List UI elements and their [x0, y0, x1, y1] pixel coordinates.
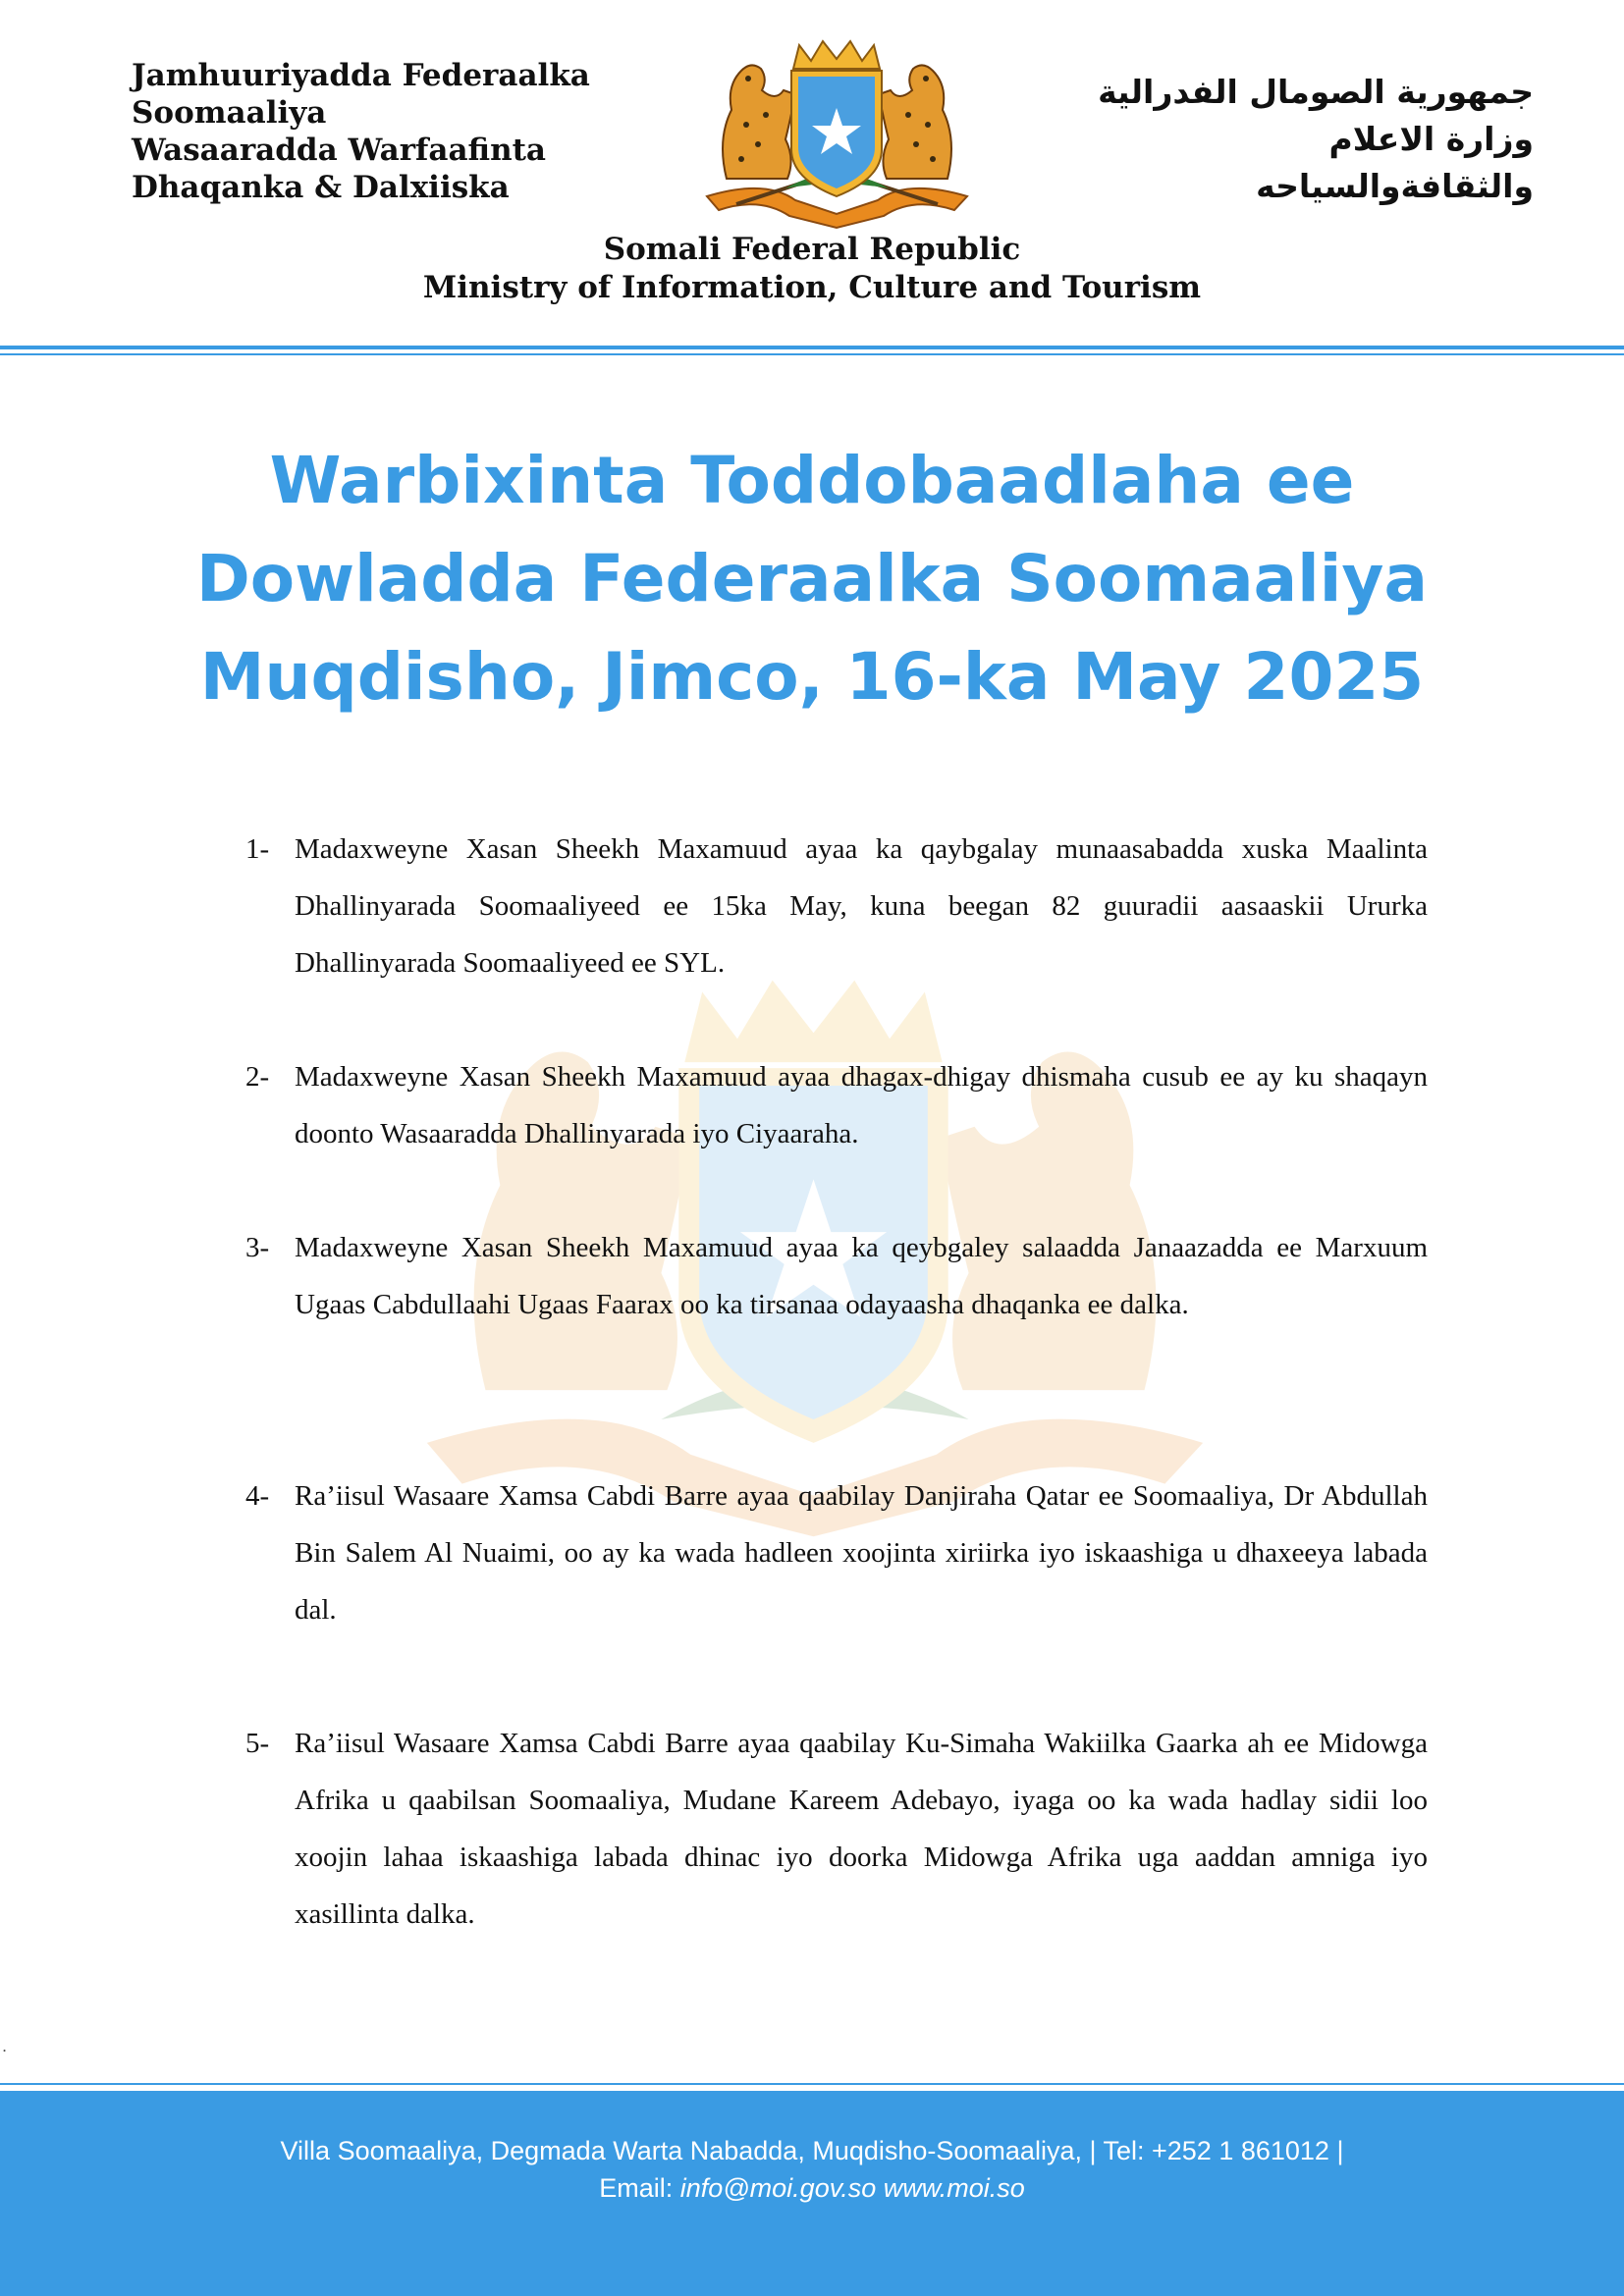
item-number: 3- — [245, 1232, 270, 1263]
title-line-1: Warbixinta Toddobaadlaha ee — [269, 443, 1355, 518]
header-arabic-line: وزارة الاعلام — [1328, 120, 1534, 158]
footer-email-link[interactable]: info@moi.gov.so — [679, 2173, 877, 2203]
title-line-3: Muqdisho, Jimco, 16-ka May 2025 — [199, 639, 1425, 715]
list-item — [245, 1219, 1428, 1333]
header-somali-block — [132, 57, 590, 206]
stray-mark: . — [2, 2037, 8, 2056]
footer-email-label: Email: — [599, 2173, 680, 2203]
header-arabic-line: جمهورية الصومال الفدرالية — [1098, 73, 1534, 111]
item-number: 2- — [245, 1061, 270, 1093]
header-somali-line: Wasaaradda Warfaafinta — [132, 133, 547, 168]
header-somali-line: Soomaaliya — [132, 95, 327, 131]
item-number: 4- — [245, 1480, 270, 1512]
list-item — [245, 1468, 1428, 1638]
header-ministry-name: Ministry of Information, Culture and Tourism — [422, 270, 1202, 305]
item-text: Ra’iisul Wasaare Xamsa Cabdi Barre ayaa qaabilay Danjiraha Qatar ee Soomaaliya, Dr Abdullah Bin Salem Al Nuaimi, oo ay ka wada hadleen xoojinta xiriirka iyo iskaashiga u dhaxeeya labada dal. — [295, 1480, 1428, 1626]
footer-website-link[interactable]: www.moi.so — [883, 2173, 1025, 2203]
header-arabic-block — [1023, 69, 1534, 210]
item-text: Ra’iisul Wasaare Xamsa Cabdi Barre ayaa qaabilay Ku-Simaha Wakiilka Gaarka ah ee Midowga Afrika u qaabilsan Soomaaliya, Mudane Kareem Adebayo, iyaga oo ka wada hadlay sidii loo xoojin lahaa iskaashiga labada dhinac iyo doorka Midowga Afrika uga aaddan amniga iyo xasillinta dalka. — [295, 1728, 1428, 1930]
list-item — [245, 1715, 1428, 1943]
item-number: 1- — [245, 833, 270, 865]
header-republic-name: Somali Federal Republic — [603, 232, 1021, 267]
item-text: Madaxweyne Xasan Sheekh Maxamuud ayaa ka qeybgaley salaadda Janaazadda ee Marxuum Ugaas Cabdullaahi Ugaas Faarax oo ka tirsanaa odayaasha dhaqanka ee dalka. — [295, 1232, 1428, 1320]
item-text: Madaxweyne Xasan Sheekh Maxamuud ayaa dhagax-dhigay dhismaha cusub ee ay ku shaqayn doonto Wasaaradda Dhallinyarada iyo Ciyaaraha. — [295, 1061, 1428, 1149]
header-somali-line: Dhaqanka & Dalxiiska — [132, 170, 510, 205]
footer-address: Villa Soomaaliya, Degmada Warta Nabadda, Muqdisho-Soomaaliya, | Tel: +252 1 861012 | — [280, 2136, 1344, 2165]
footer-divider — [0, 2083, 1624, 2085]
footer-contact — [0, 2169, 1624, 2207]
somalia-coat-of-arms-icon — [697, 31, 977, 230]
footer — [0, 2091, 1624, 2296]
report-title — [0, 432, 1624, 726]
header-divider — [0, 346, 1624, 349]
list-item — [245, 1048, 1428, 1162]
header-arabic-line: والثقافةوالسياحه — [1256, 167, 1534, 205]
header-english-block — [0, 231, 1624, 307]
header-divider-thin — [0, 353, 1624, 355]
header-somali-line: Jamhuuriyadda Federaalka — [132, 58, 590, 93]
item-number: 5- — [245, 1728, 270, 1759]
title-line-2: Dowladda Federaalka Soomaaliya — [196, 541, 1428, 616]
list-item — [245, 821, 1428, 991]
item-text: Madaxweyne Xasan Sheekh Maxamuud ayaa ka qaybgalay munaasabadda xuska Maalinta Dhallinyarada Soomaaliyeed ee 15ka May, kuna beegan 82 guuradii aasaaskii Ururka Dhallinyarada Soomaaliyeed ee SYL. — [295, 833, 1428, 979]
